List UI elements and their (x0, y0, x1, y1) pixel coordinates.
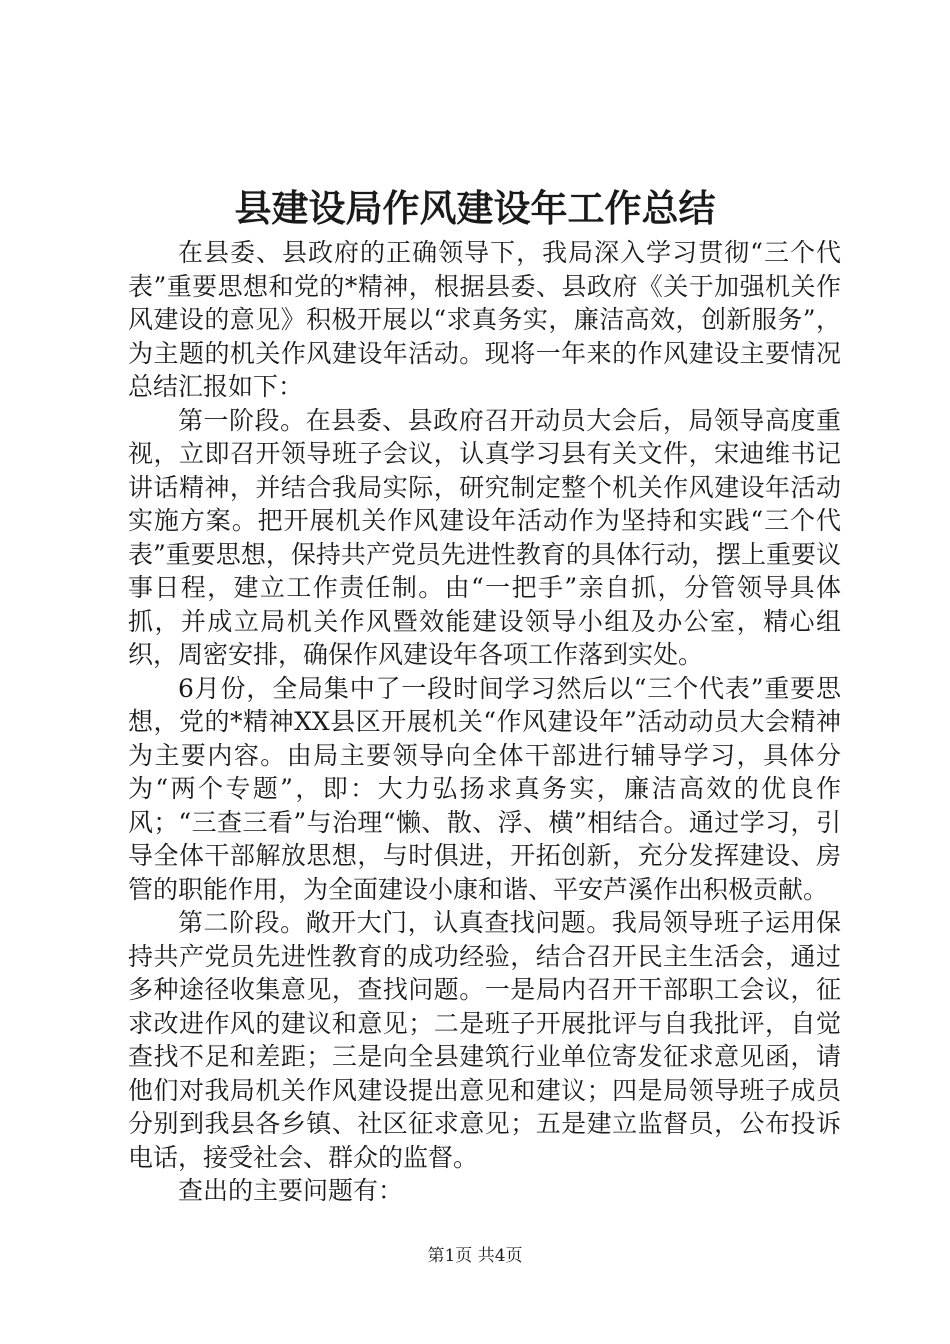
paragraph-main-issues: 查出的主要问题有： (178, 1176, 404, 1205)
document-title: 县建设局作风建设年工作总结 (234, 186, 716, 230)
paragraph-stage-one: 第一阶段。在县委、县政府召开动员大会后，局领导高度重视，立即召开领导班子会议，认真学习县有关文件，宋迪维书记讲话精神，并结合我局实际，研究制定整个机关作风建设年活动实施方案。把开展机关作风建设年活动作为坚持和实践“三个代表”重要思想，保持共产党员先进性教育的具体行动，摆上重要议事日程，建立工作责任制。由“一把手”亲自抓，分管领导具体抓，并成立局机关作风暨效能建设领导小组及办公室，精心组织，周密安排，确保作风建设年各项工作落到实处。 (128, 405, 841, 669)
paragraph-stage-two: 第二阶段。敞开大门，认真查找问题。我局领导班子运用保持共产党员先进性教育的成功经验，结合召开民主生活会，通过多种途径收集意见，查找问题。一是局内召开干部职工会议，征求改进作风的建议和意见；二是班子开展批评与自我批评，自觉查找不足和差距；三是向全县建筑行业单位寄发征求意见函，请他们对我局机关作风建设提出意见和建议；四是局领导班子成员分别到我县各乡镇、社区征求意见；五是建立监督员，公布投诉电话，接受社会、群众的监督。 (128, 908, 841, 1172)
page-number-footer: 第1页 共4页 (427, 1246, 523, 1266)
paragraph-june-study: 6月份，全局集中了一段时间学习然后以“三个代表”重要思想，党的*精神XX县区开展机关“作风建设年”活动动员大会精神为主要内容。由局主要领导向全体干部进行辅导学习，具体分为“两个专题”，即：大力弘扬求真务实，廉洁高效的优良作风；“三查三看”与治理“懒、散、浮、横”相结合。通过学习，引导全体干部解放思想，与时俱进，开拓创新，充分发挥建设、房管的职能作用，为全面建设小康和谐、平安芦溪作出积极贡献。 (128, 673, 841, 904)
paragraph-intro: 在县委、县政府的正确领导下，我局深入学习贯彻“三个代表”重要思想和党的*精神，根据县委、县政府《关于加强机关作风建设的意见》积极开展以“求真务实，廉洁高效，创新服务”，为主题的机关作风建设年活动。现将一年来的作风建设主要情况总结汇报如下： (128, 238, 841, 401)
document-body (128, 236, 841, 1208)
